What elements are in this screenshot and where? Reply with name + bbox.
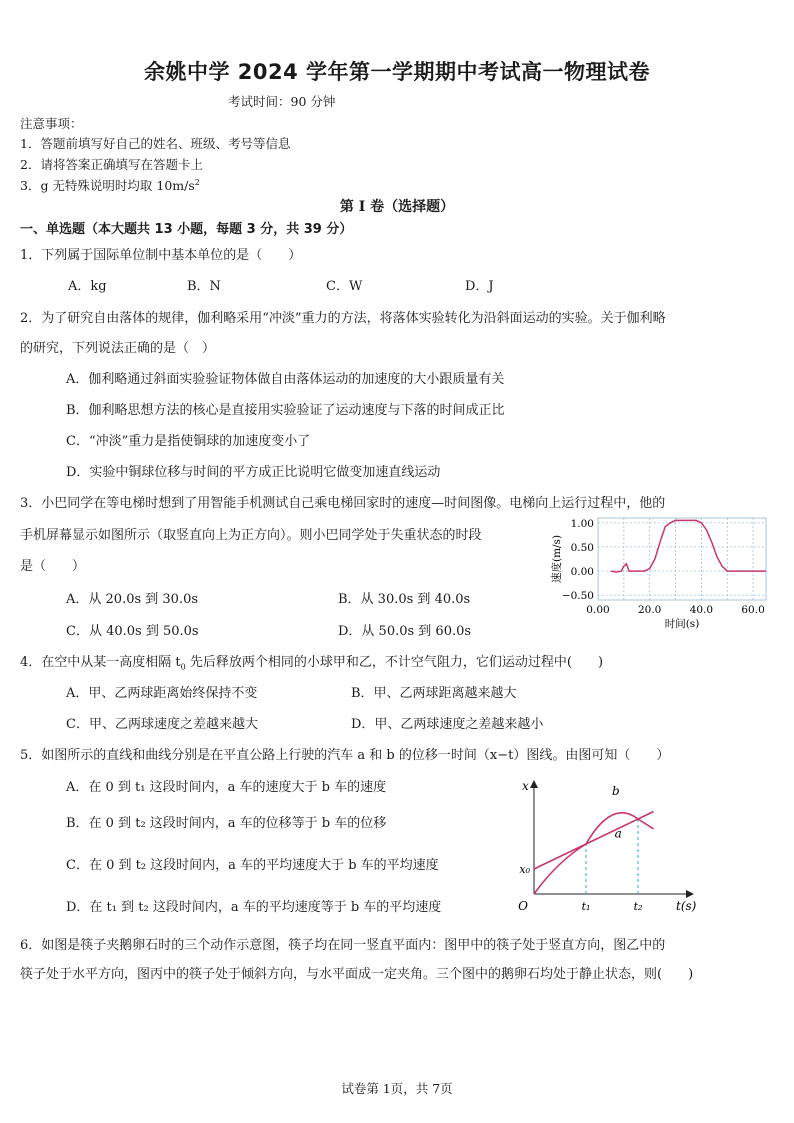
notice-sup: 2: [194, 177, 200, 187]
x-tick-label: 0.00: [586, 604, 610, 616]
q4-option-c: C．甲、乙两球速度之差越来越大: [66, 717, 258, 732]
q4-option-a: A．甲、乙两球距离始终保持不变: [66, 686, 258, 701]
exam-time: 考试时间：90 分钟: [228, 94, 336, 109]
notice-item-text: 3．g 无特殊说明时均取 10m/s: [20, 178, 195, 193]
q5-option-a: A．在 0 到 t₁ 这段时间内，a 车的速度大于 b 车的速度: [66, 780, 387, 795]
curve-b: [534, 813, 654, 894]
origin-label: O: [518, 899, 528, 913]
line-a: [534, 812, 654, 870]
y-tick-label: x₀: [519, 863, 530, 876]
x-tick-label: t₁: [581, 900, 591, 913]
q5-option-d: D．在 t₁ 到 t₂ 这段时间内，a 车的平均速度等于 b 车的平均速度: [66, 900, 442, 915]
q3-option-b: B．从 30.0s 到 40.0s: [338, 592, 471, 607]
q3-line1: 3．小巴同学在等电梯时想到了用智能手机测试自己乘电梯回家时的速度—时间图像。电梯向上运行过程中，他的: [20, 496, 666, 511]
page-footer: 试卷第 1页，共 7页: [341, 1081, 453, 1096]
x-axis-arrow: [686, 890, 694, 898]
q4-option-b: B．甲、乙两球距离越来越大: [351, 686, 517, 701]
y-axis-label: 速度(m/s): [551, 534, 563, 584]
y-axis-label: x: [522, 779, 529, 793]
notice-item: 1．答题前填写好自己的姓名、班级、考号等信息: [20, 136, 291, 151]
q2-line2: 的研究，下列说法正确的是（ ）: [20, 341, 216, 356]
notice-item: 2．请将答案正确填写在答题卡上: [20, 157, 203, 172]
q4-option-d: D．甲、乙两球速度之差越来越小: [351, 717, 544, 732]
x-axis-label: 时间(s): [664, 618, 700, 630]
y-axis-arrow: [530, 780, 538, 788]
q3-option-c: C．从 40.0s 到 50.0s: [66, 624, 199, 639]
y-tick-label: −0.50: [561, 590, 594, 603]
series-label: a: [614, 826, 622, 841]
x-tick-label: 60.0: [741, 604, 765, 616]
q5-option-c: C．在 0 到 t₂ 这段时间内，a 车的平均速度大于 b 车的平均速度: [66, 858, 439, 873]
page-title: 余姚中学 2024 学年第一学期期中考试高一物理试卷: [143, 60, 651, 84]
q3-line2: 手机屏幕显示如图所示（取竖直向上为正方向）。则小巴同学处于失重状态的时段: [20, 528, 482, 543]
plot-frame: [598, 518, 766, 600]
velocity-series-line: [611, 520, 766, 572]
q1-stem: 1．下列属于国际单位制中基本单位的是（ ）: [20, 248, 302, 263]
y-tick-label: 1.00: [570, 517, 594, 530]
q1-option-c: C．W: [326, 279, 363, 294]
x-tick-label: 20.0: [637, 604, 662, 616]
q4-stem-start: 4．在空中从某一高度相隔 t: [20, 655, 181, 670]
x-tick-label: t₂: [633, 900, 643, 913]
y-tick-label: 0.50: [570, 541, 594, 554]
part-title: 第 I 卷（选择题）: [339, 199, 455, 215]
q4-stem: [20, 651, 603, 672]
q3-line3: 是（ ）: [20, 559, 86, 574]
q5-stem: 5．如图所示的直线和曲线分别是在平直公路上行驶的汽车 a 和 b 的位移一时间（x−t）图线。由图可知（ ）: [20, 748, 670, 763]
q3-option-a: A．从 20.0s 到 30.0s: [66, 592, 199, 607]
x-tick-label: 40.0: [689, 604, 714, 616]
notice-item: [20, 176, 200, 194]
q2-line1: 2．为了研究自由落体的规律，伽利略采用“冲淡”重力的方法，将落体实验转化为沿斜面运动的实验。关于伽利略: [20, 311, 666, 326]
section-heading: 一、单选题（本大题共 13 小题，每题 3 分，共 39 分）: [20, 222, 353, 237]
q6-line2: 筷子处于水平方向，图丙中的筷子处于倾斜方向，与水平面成一定夹角。三个图中的鹅卵石均处于静止状态，则( ): [20, 967, 694, 982]
displacement-time-chart: [506, 776, 706, 922]
q4-stem-sub: 0: [180, 662, 186, 672]
q2-option-d: D．实验中铜球位移与时间的平方成正比说明它做变加速直线运动: [66, 465, 441, 480]
q1-option-d: D．J: [465, 279, 494, 294]
q1-option-b: B．N: [187, 279, 221, 294]
q2-option-b: B．伽利略思想方法的核心是直接用实验验证了运动速度与下落的时间成正比: [66, 403, 505, 418]
q2-option-a: A．伽利略通过斜面实验验证物体做自由落体运动的加速度的大小跟质量有关: [66, 372, 505, 387]
q6-line1: 6．如图是筷子夹鹅卵石时的三个动作示意图，筷子均在同一竖直平面内：图甲中的筷子处于竖直方向，图乙中的: [20, 938, 666, 953]
velocity-time-chart: [548, 512, 773, 632]
q3-option-d: D．从 50.0s 到 60.0s: [338, 624, 472, 639]
q1-option-a: A．kg: [68, 279, 107, 294]
x-axis-label: t(s): [676, 899, 697, 913]
q4-stem-end: 先后释放两个相同的小球甲和乙，不计空气阻力，它们运动过程中( ): [185, 655, 604, 670]
series-label: b: [612, 784, 620, 798]
notice-heading: 注意事项：: [20, 116, 83, 131]
y-tick-label: 0.00: [570, 566, 594, 579]
q5-option-b: B．在 0 到 t₂ 这段时间内，a 车的位移等于 b 车的位移: [66, 816, 387, 831]
q2-option-c: C．“冲淡”重力是指使铜球的加速度变小了: [66, 434, 311, 449]
